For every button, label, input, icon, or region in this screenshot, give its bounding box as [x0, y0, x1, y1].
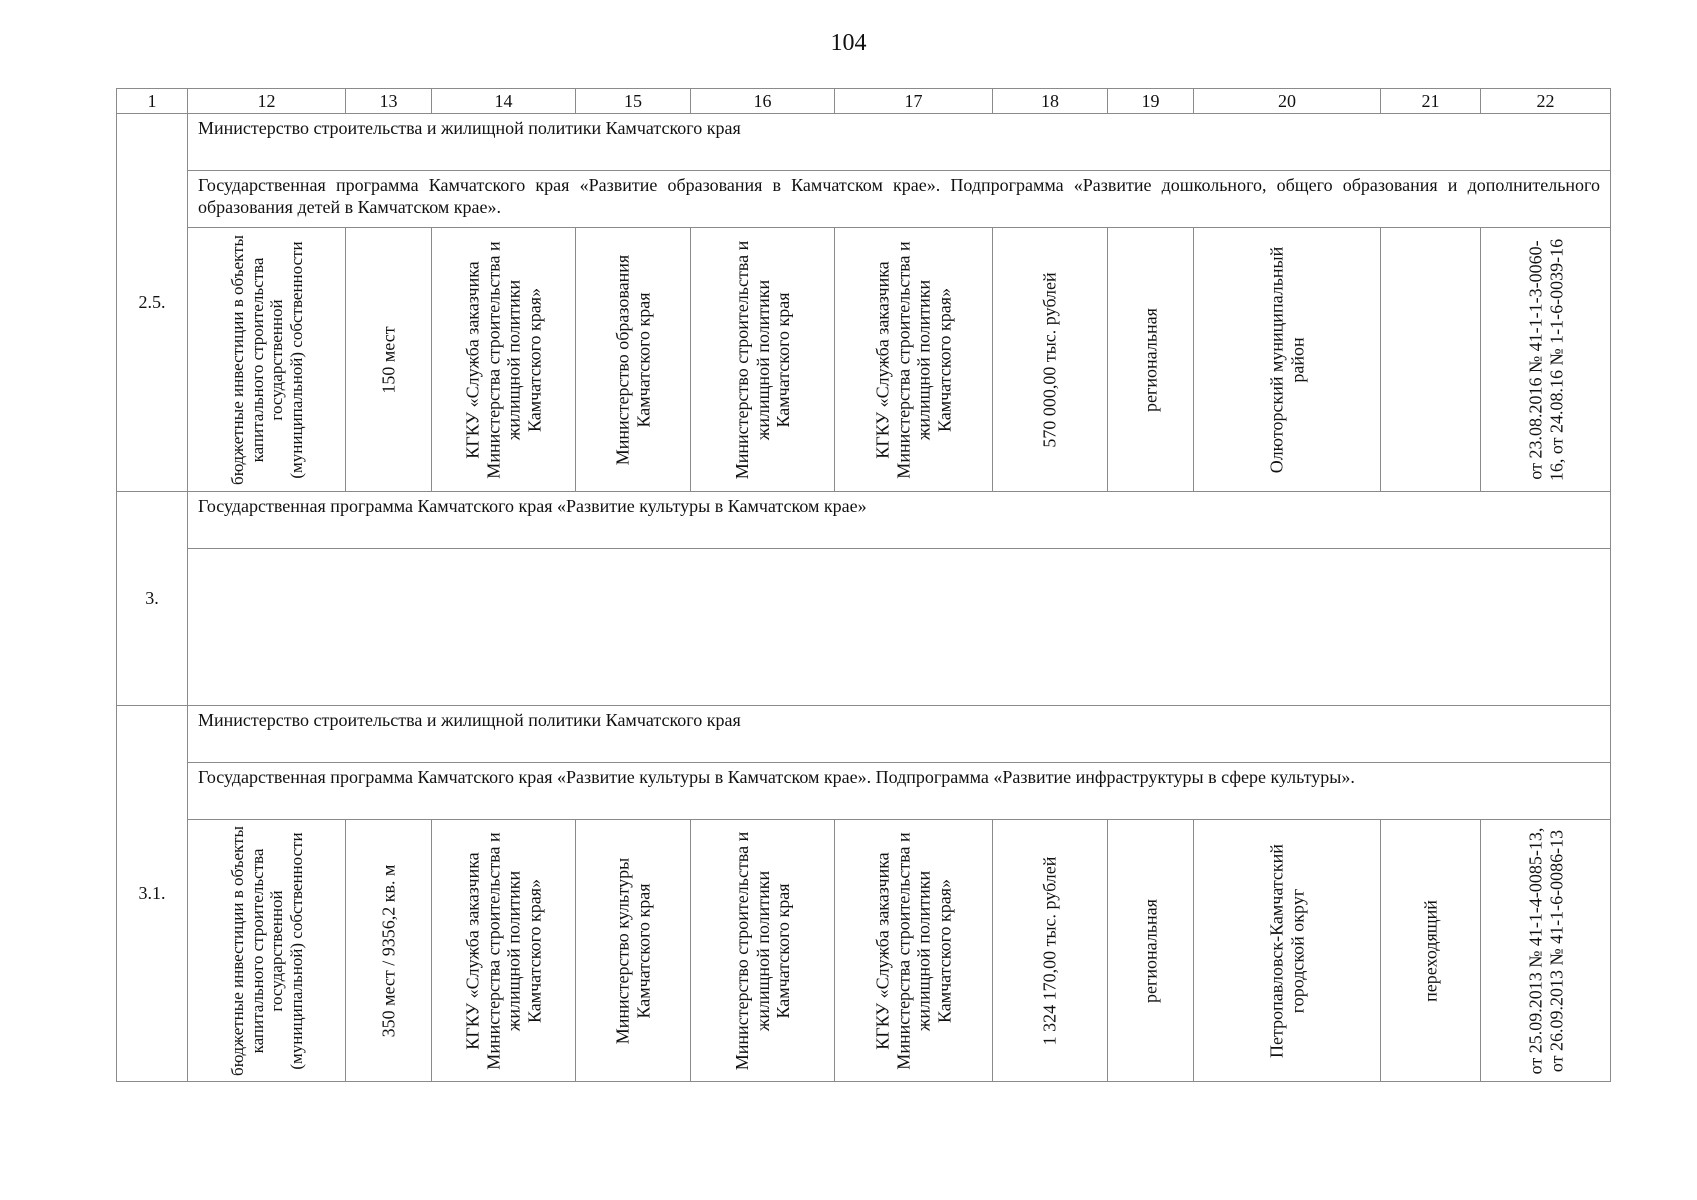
- table-cell: [346, 228, 432, 492]
- column-header: 17: [835, 89, 993, 114]
- expertise-conclusion: от 25.09.2013 № 41-1-4-0085-13, от 26.09.2013 № 41-1-6-0086-13: [1524, 827, 1566, 1074]
- table-cell: [576, 228, 691, 492]
- customer: КГКУ «Служба заказчика Министерства строительства и жилищной политики Камчатского края»: [462, 831, 545, 1070]
- program-cell: Государственная программа Камчатского края «Развитие образования в Камчатском крае». Подпрограмма «Развитие дошкольного, общего образования и дополнительного образования детей в Камчатском крае».: [188, 171, 1611, 228]
- table-cell: [1108, 228, 1194, 492]
- ownership-level: региональная: [1140, 307, 1161, 412]
- table-cell: [1481, 228, 1611, 492]
- column-header: 21: [1381, 89, 1481, 114]
- capacity: 150 мест: [378, 325, 399, 394]
- table-cell: [1381, 820, 1481, 1082]
- table-cell: [691, 228, 835, 492]
- table-cell: [835, 228, 993, 492]
- developer: КГКУ «Служба заказчика Министерства строительства и жилищной политики Камчатского края»: [872, 240, 955, 479]
- responsible-ministry: Министерство культуры Камчатского края: [612, 857, 653, 1044]
- table-cell: [576, 820, 691, 1082]
- table-cell: [346, 820, 432, 1082]
- table-cell: [1194, 228, 1381, 492]
- investment-type: бюджетные инвестиции в объекты капитального строительства государственной (муниципальной) собственности: [227, 825, 306, 1076]
- page-number: 104: [830, 30, 867, 56]
- customer: КГКУ «Служба заказчика Министерства строительства и жилищной политики Камчатского края»: [462, 240, 545, 479]
- location: Олюторский муниципальный район: [1266, 246, 1307, 473]
- table-cell: [188, 820, 346, 1082]
- table-row: [117, 820, 1611, 1082]
- table-cell: [1381, 228, 1481, 492]
- investment-table: [116, 88, 1611, 1082]
- row-number: 3.1.: [117, 706, 188, 1082]
- table-cell: [691, 820, 835, 1082]
- table-cell: [993, 820, 1108, 1082]
- column-header: 15: [576, 89, 691, 114]
- estimated-cost: 570 000,00 тыс. рублей: [1039, 271, 1060, 448]
- table-cell: [1194, 820, 1381, 1082]
- expertise-conclusion: от 23.08.2016 № 41-1-1-3-0060-16, от 24.08.16 № 1-1-6-0039-16: [1524, 238, 1566, 481]
- column-header: 16: [691, 89, 835, 114]
- estimated-cost: 1 324 170,00 тыс. рублей: [1039, 856, 1060, 1045]
- table-cell: [1481, 820, 1611, 1082]
- table-cell: [993, 228, 1108, 492]
- capacity: 350 мест / 9356,2 кв. м: [378, 864, 399, 1037]
- table-row: [117, 171, 1611, 228]
- ministry-cell: Министерство строительства и жилищной политики Камчатского края: [188, 114, 1611, 171]
- program-cell: Государственная программа Камчатского края «Развитие культуры в Камчатском крае»: [188, 492, 1611, 549]
- table-row: [117, 228, 1611, 492]
- table-cell: [1108, 820, 1194, 1082]
- main-manager: Министерство строительства и жилищной политики Камчатского края: [731, 240, 793, 479]
- table-row: [117, 706, 1611, 763]
- program-cell: Государственная программа Камчатского края «Развитие культуры в Камчатском крае». Подпрограмма «Развитие инфраструктуры в сфере культуры».: [188, 763, 1611, 820]
- column-header: 12: [188, 89, 346, 114]
- column-header: 22: [1481, 89, 1611, 114]
- table-row: [117, 492, 1611, 549]
- empty-cell: [188, 549, 1611, 706]
- table-row: [117, 763, 1611, 820]
- object-status: переходящий: [1420, 899, 1441, 1002]
- ministry-cell: Министерство строительства и жилищной политики Камчатского края: [188, 706, 1611, 763]
- location: Петропавловск-Камчатский городской округ: [1266, 843, 1307, 1058]
- responsible-ministry: Министерство образования Камчатского края: [612, 254, 653, 465]
- table-row: [117, 114, 1611, 171]
- column-header: 14: [432, 89, 576, 114]
- column-header: 1: [117, 89, 188, 114]
- column-header: 20: [1194, 89, 1381, 114]
- investment-type: бюджетные инвестиции в объекты капитального строительства государственной (муниципальной) собственности: [227, 234, 306, 485]
- developer: КГКУ «Служба заказчика Министерства строительства и жилищной политики Камчатского края»: [872, 831, 955, 1070]
- ownership-level: региональная: [1140, 898, 1161, 1003]
- column-header: 18: [993, 89, 1108, 114]
- column-header-row: [117, 89, 1611, 114]
- column-header: 19: [1108, 89, 1194, 114]
- row-number: 2.5.: [117, 114, 188, 492]
- table-cell: [835, 820, 993, 1082]
- main-manager: Министерство строительства и жилищной политики Камчатского края: [731, 831, 793, 1070]
- table-cell: [188, 228, 346, 492]
- table-row: [117, 549, 1611, 706]
- row-number: 3.: [117, 492, 188, 706]
- column-header: 13: [346, 89, 432, 114]
- table-cell: [432, 228, 576, 492]
- table-cell: [432, 820, 576, 1082]
